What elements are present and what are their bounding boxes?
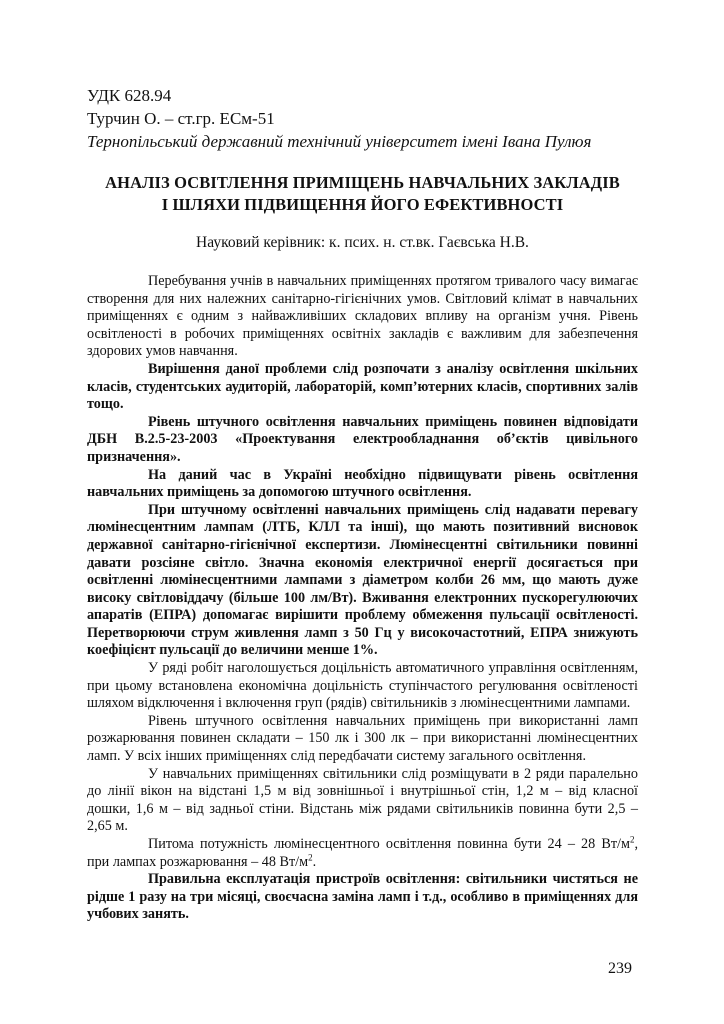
paragraph-9-part-b: , при лампах розжарювання – 48 Вт/м bbox=[87, 836, 638, 870]
paragraph-3: Рівень штучного освітлення навчальних приміщень повинен відповідати ДБН В.2.5-23-2003 «Проектування електрообладнання об’єктів цивільного призначення». bbox=[87, 413, 638, 465]
paragraph-10: Правильна експлуатація пристроїв освітлення: світильники чистяться не рідше 1 разу на три місяці, своєчасна заміна ламп і т.д., особливо в приміщеннях для учбових занять. bbox=[87, 871, 638, 923]
document-page bbox=[87, 84, 638, 924]
paragraph-9-part-a: Питома потужність люмінесцентного освітлення повинна бути 24 – 28 Вт/м bbox=[148, 836, 630, 852]
paper-title bbox=[87, 172, 638, 216]
paragraph-7: Рівень штучного освітлення навчальних приміщень при використанні ламп розжарювання повинен складати – 150 лк і 300 лк – при використанні люмінесцентних ламп. У всіх інших приміщеннях слід передбачати систему загального освітлення. bbox=[87, 712, 638, 765]
paragraph-8: У навчальних приміщеннях світильники слід розміщувати в 2 ряди паралельно до лінії вікон на відстані 1,5 м від зовнішньої і внутрішньої стін, 1,2 м – від класної дошки, 1,6 м – від задньої стіни. Відстань між рядами світильників повинна бути 2,5 – 2,65 м. bbox=[87, 765, 638, 835]
paragraph-6: У ряді робіт наголошується доцільність автоматичного управління освітленням, при цьому встановлена економічна доцільність ступінчастого регулювання освітленості шляхом відключення і включення груп (рядів) світильників з люмінесцентними лампами. bbox=[87, 660, 638, 712]
supervisor-line: Науковий керівник: к. псих. н. ст.вк. Гаєвська Н.В. bbox=[196, 234, 529, 251]
article-body bbox=[87, 273, 638, 924]
author-line: Турчин О. – ст.гр. ЕСм-51 bbox=[87, 109, 275, 128]
paragraph-9 bbox=[87, 836, 638, 871]
paragraph-9-part-c: . bbox=[312, 853, 317, 870]
title-line-1: АНАЛІЗ ОСВІТЛЕННЯ ПРИМІЩЕНЬ НАВЧАЛЬНИХ ЗАКЛАДІВ bbox=[105, 173, 620, 192]
udc-code: УДК 628.94 bbox=[87, 86, 172, 105]
page-number: 239 bbox=[608, 960, 632, 977]
title-line-2: І ШЛЯХИ ПІДВИЩЕННЯ ЙОГО ЕФЕКТИВНОСТІ bbox=[161, 195, 564, 214]
paragraph-4: На даний час в Україні необхідно підвищувати рівень освітлення навчальних приміщень за допомогою штучного освітлення. bbox=[87, 466, 638, 501]
paragraph-1: Перебування учнів в навчальних приміщеннях протягом тривалого часу вимагає створення для них належних санітарно-гігієнічних умов. Світловий клімат в навчальних приміщеннях є одним з найважливіших складових впливу на організм учня. Рівень освітленості в робочих приміщеннях освітніх закладів є важливим для забезпечення здорових умов навчання. bbox=[87, 273, 638, 360]
superscript: 2 bbox=[629, 834, 635, 845]
institution-line: Тернопільський державний технічний університет імені Івана Пулюя bbox=[87, 132, 592, 151]
superscript: 2 bbox=[308, 851, 313, 862]
paragraph-5: При штучному освітленні навчальних приміщень слід надавати перевагу люмінесцентним лампам (ЛТБ, КЛЛ та інші), що мають позитивний висновок державної санітарно-гігієнічної експертизи. Люмінесцентні світильники повинні давати розсіяне світло. Значна економія електричної енергії досягається при освітленні люмінесцентними лампами з діаметром колби 26 мм, що мають дуже високу світловіддачу (більше 100 лм/Вт). Вживання електронних пускорегулюючих апаратів (ЕПРА) допомагає вирішити проблему обмеження пульсації освітленості. Перетворюючи струм живлення ламп з 50 Гц у високочастотний, ЕПРА знижують коефіцієнт пульсації до величини менше 1%. bbox=[87, 501, 638, 659]
paragraph-2: Вирішення даної проблеми слід розпочати з аналізу освітлення шкільних класів, студентських аудиторій, лабораторій, комп’ютерних класів, спортивних залів тощо. bbox=[87, 360, 638, 413]
